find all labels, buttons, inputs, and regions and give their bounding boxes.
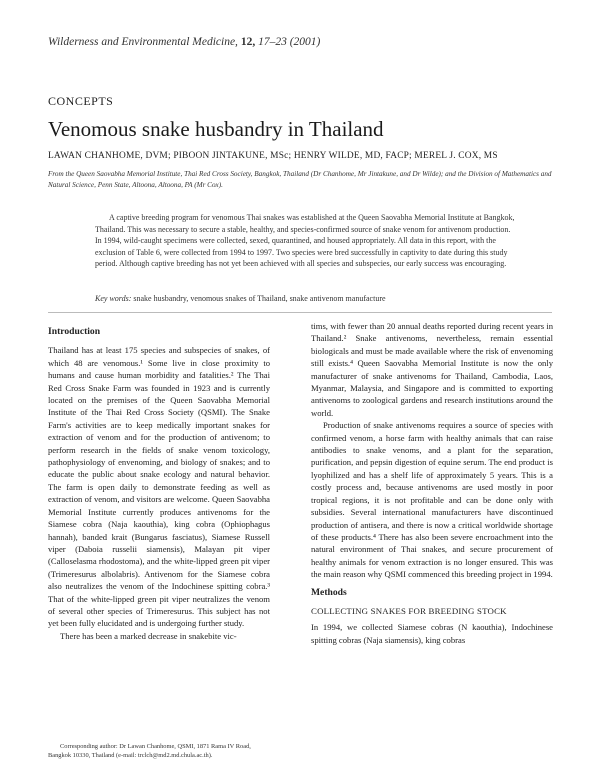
affiliation: From the Queen Saovabha Memorial Institute, Thai Red Cross Society, Bangkok, Thailand (Dr Chanhome, Mr Jintakune, and Dr Wilde); and the Division of Mathematics and Natural Science, Penn State, Altoona, Altoona, PA (Mr Cox). — [48, 170, 552, 189]
intro-paragraph-1: Thailand has at least 175 species and subspecies of snakes, of which 48 are venomous.¹ Some live in close proximity to humans and cause human morbidity and fatalities.² The Thai Red Cross Snake Farm was founded in 1923 and is currently located on the premises of the Queen Saovabha Memorial Institute of the Thai Red Cross Society (QSMI). The Snake Farm's activities are to keep medically important snakes for extraction of venom and for the production of antivenom; to perform research in the fields of snake venom toxicology, pathophysiology of envenoming, and biology of snakes; and to educate the public about snake ecology and natural behavior. The farm is open daily to demonstrate feeding as well as extraction of venom, and visitors are welcome. Queen Saovabha Memorial Institute currently produces antivenoms for the Siamese cobra (Naja kaouthia), king cobra (Ophiophagus hannah), banded krait (Bungarus fasciatus), Siamese Russell viper (Daboia russelii siamensis), Malayan pit viper (Calloselasma rhodostoma), and the white-lipped green pit viper (Trimeresurus albolabris). Antivenom for the Siamese cobra also neutralizes the venom of the Indochinese spitting cobra.³ That of the white-lipped green pit viper neutralizes the venom of several other species of Trimeresurus. This subject has not yet been fully elucidated and is undergoing further study. — [48, 345, 270, 629]
column-right — [311, 320, 553, 646]
keywords — [95, 294, 386, 303]
keywords-text: snake husbandry, venomous snakes of Thailand, snake antivenom manufacture — [133, 294, 386, 303]
column-left — [48, 320, 270, 642]
author-list: LAWAN CHANHOME, DVM; PIBOON JINTAKUNE, MSc; HENRY WILDE, MD, FACP; MEREL J. COX, MS — [48, 151, 498, 161]
journal-name: Wilderness and Environmental Medicine, — [48, 36, 238, 48]
body-paragraph-1: tims, with fewer than 20 annual deaths reported during recent years in Thailand.² Snake antivenoms, nevertheless, remain essential biologicals and must be made available where the risk of envenoming still exists.⁴ Queen Saovabha Memorial Institute is now the only manufacturer of snake antivenoms for Thailand, Cambodia, Laos, Myanmar, Malaysia, and Singapore and is committed to exporting antivenoms to zoological gardens and research institutions around the world. — [311, 321, 553, 418]
collecting-subheading: COLLECTING SNAKES FOR BREEDING STOCK — [311, 605, 507, 616]
journal-pages: 17–23 (2001) — [258, 36, 321, 48]
abstract — [95, 212, 517, 270]
introduction-heading: Introduction — [48, 326, 101, 337]
corresponding-author-footnote — [48, 742, 270, 760]
journal-volume: 12, — [240, 36, 256, 48]
footnote-text: Corresponding author: Dr Lawan Chanhome, QSMI, 1871 Rama IV Road, Bangkok 10330, Thailand (e-mail: trclch@md2.md.chula.ac.th). — [48, 743, 251, 759]
body-paragraph-2: Production of snake antivenoms requires a source of species with confirmed venom, a horse farm with healthy animals that can raise antibodies to snake venoms, and a plant for the separation, purification, and pepsin digestion of equine serum. The end product is lyophilized and has a shelf life of approximately 5 years. This is a costly process and, because antivenoms are used mostly in poor tropical regions, it is not profitable and can be done only with subsidies. Several international manufacturers have discontinued production of antisera, and there is now a critical worldwide shortage of these products.⁴ There has also been severe encroachment into the natural environment of Thai snakes, and secure procurement of healthy animals for venom extraction is no longer ensured. This was the main reason why QSMI commenced this breeding project in 1994. — [311, 420, 553, 580]
section-label: CONCEPTS — [48, 94, 114, 108]
methods-paragraph-1: In 1994, we collected Siamese cobras (N kaouthia), Indochinese spitting cobras (Naja siamensis), king cobras — [311, 622, 553, 645]
section-divider — [48, 312, 552, 313]
article-title: Venomous snake husbandry in Thailand — [48, 117, 384, 141]
abstract-text: A captive breeding program for venomous Thai snakes was established at the Queen Saovabha Memorial Institute at Bangkok, Thailand. This was necessary to secure a stable, healthy, and species-confirmed source of snake venom for antivenom production. In 1994, wild-caught specimens were collected, sexed, quarantined, and housed appropriately. All data in this report, with the exclusion of Table 6, were collected from 1994 to 1997. Two species were bred successfully in captivity to date during this study period. Although captive breeding has not yet been achieved with all species and subspecies, our early success was encouraging. — [95, 213, 515, 269]
intro-paragraph-2: There has been a marked decrease in snakebite vic- — [60, 630, 237, 641]
keywords-label: Key words: — [95, 294, 132, 303]
methods-heading: Methods — [311, 586, 347, 598]
journal-header — [48, 36, 320, 48]
